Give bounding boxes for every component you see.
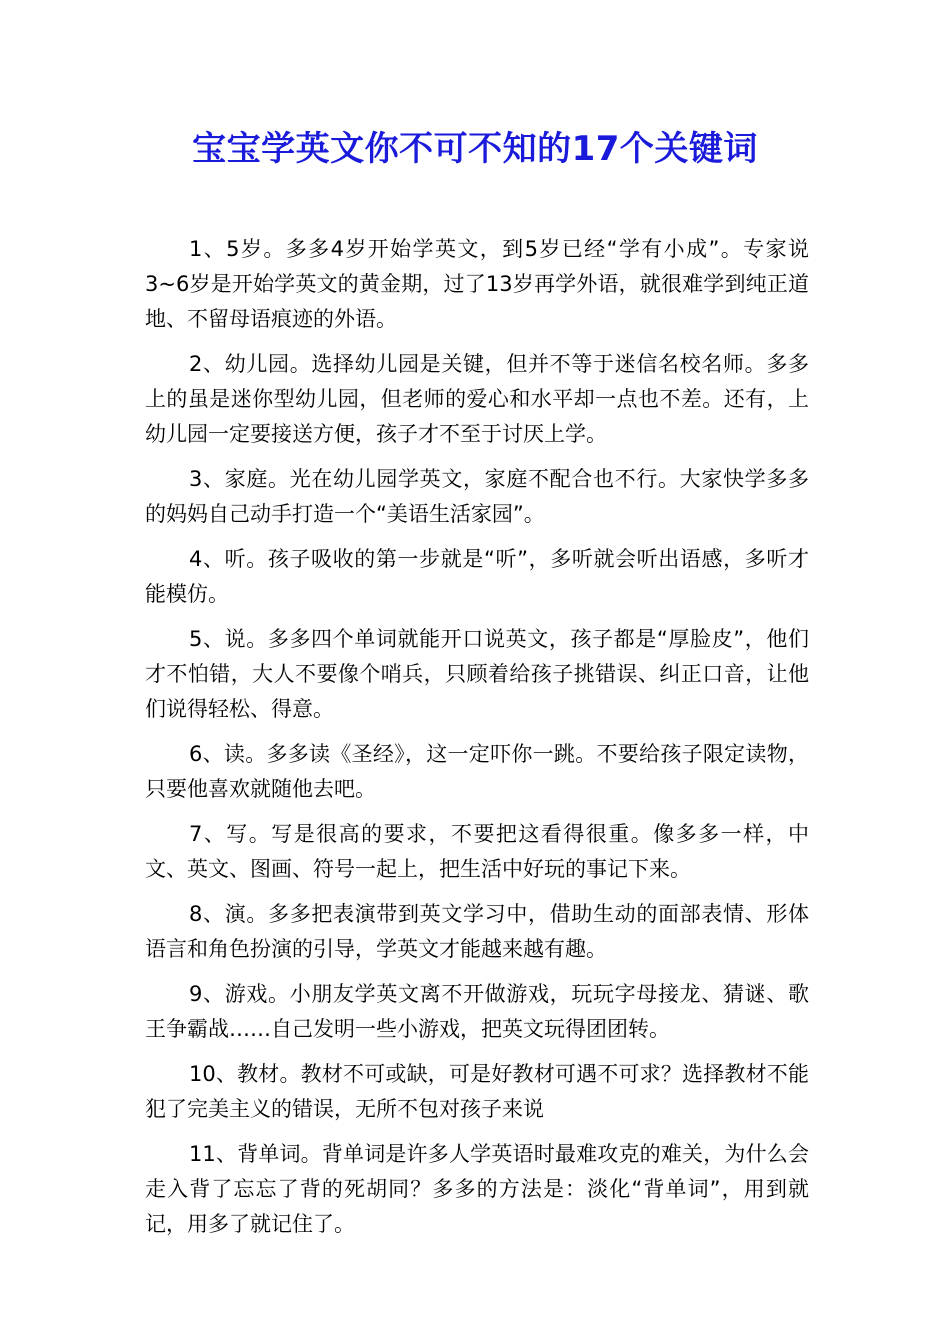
paragraph-6: 6、读。多多读《圣经》，这一定吓你一跳。不要给孩子限定读物，只要他喜欢就随他去吧。 [145, 742, 809, 801]
document-body [145, 232, 809, 1252]
paragraph-5: 5、说。多多四个单词就能开口说英文，孩子都是“厚脸皮”，他们才不怕错，大人不要像个哨兵，只顾着给孩子挑错误、纠正口音，让他们说得轻松、得意。 [145, 627, 809, 721]
paragraph-4: 4、听。孩子吸收的第一步就是“听”，多听就会听出语感，多听才能模仿。 [145, 547, 809, 606]
document-title: 宝宝学英文你不可不知的17个关键词 [192, 129, 758, 169]
paragraph-10: 10、教材。教材不可或缺，可是好教材可遇不可求？选择教材不能犯了完美主义的错误，无所不包对孩子来说 [145, 1062, 809, 1121]
paragraph-1: 1、5岁。多多4岁开始学英文，到5岁已经“学有小成”。专家说3~6岁是开始学英文的黄金期，过了13岁再学外语，就很难学到纯正道地、不留母语痕迹的外语。 [145, 237, 809, 331]
paragraph-8: 8、演。多多把表演带到英文学习中，借助生动的面部表情、形体语言和角色扮演的引导，学英文才能越来越有趣。 [145, 902, 809, 961]
paragraph-9: 9、游戏。小朋友学英文离不开做游戏，玩玩字母接龙、猜谜、歌王争霸战……自己发明一些小游戏，把英文玩得团团转。 [145, 982, 809, 1041]
paragraph-3: 3、家庭。光在幼儿园学英文，家庭不配合也不行。大家快学多多的妈妈自己动手打造一个“美语生活家园”。 [145, 467, 809, 526]
paragraph-7: 7、写。写是很高的要求，不要把这看得很重。像多多一样，中文、英文、图画、符号一起上，把生活中好玩的事记下来。 [145, 822, 809, 881]
paragraph-11: 11、背单词。背单词是许多人学英语时最难攻克的难关，为什么会走入背了忘忘了背的死胡同？多多的方法是：淡化“背单词”，用到就记，用多了就记住了。 [145, 1142, 809, 1236]
paragraph-2: 2、幼儿园。选择幼儿园是关键，但并不等于迷信名校名师。多多上的虽是迷你型幼儿园，但老师的爱心和水平却一点也不差。还有，上幼儿园一定要接送方便，孩子才不至于讨厌上学。 [145, 352, 809, 446]
